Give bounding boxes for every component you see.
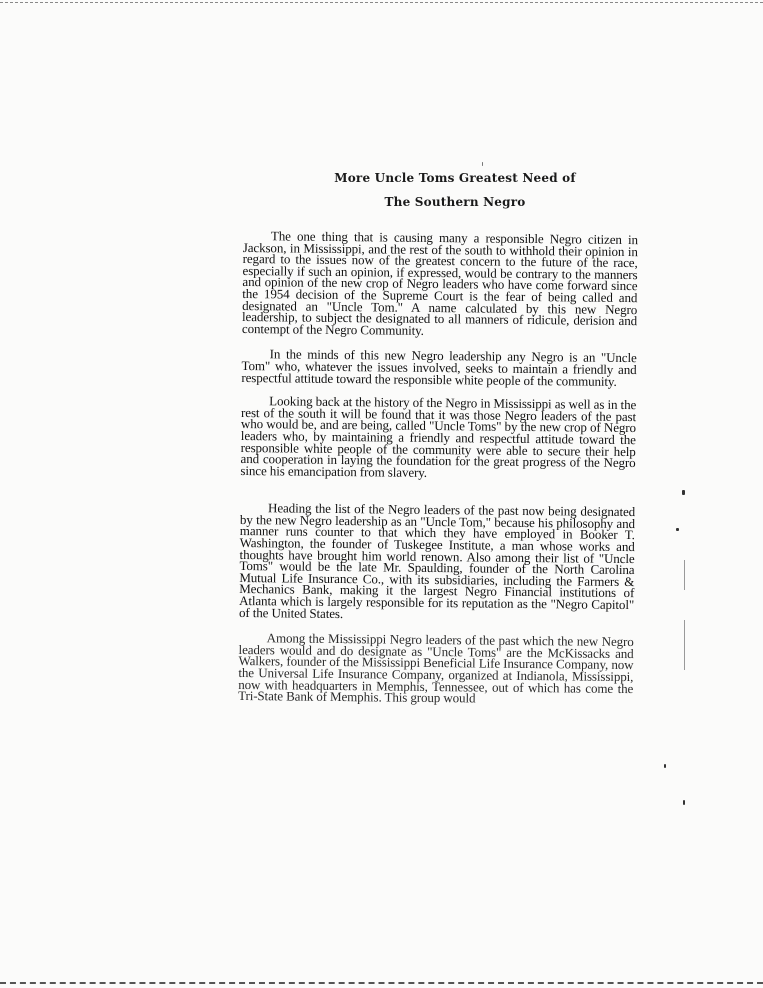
scan-speck <box>683 800 685 805</box>
scan-speck <box>664 764 666 768</box>
scan-margin-mark <box>684 620 685 670</box>
scan-speck <box>682 490 685 495</box>
paragraph-3: Looking back at the history of the Negro in Mississippi as well as in the rest of the south it will be found that it was those Negro leaders of the past who would be, and are being, called "Uncle Toms" by the new crop of Negro leaders who, by maintaining a friendly and respectful attitude toward the responsible white people of the community were able to secure their help and cooperation in laying the foundation for the great progress of the Negro since his emancipation from slavery. <box>240 393 637 480</box>
paragraph-2: In the minds of this new Negro leadership any Negro is an "Uncle Tom" who, whatever the issues involved, seeks to maintain a friendly and respectful attitude toward the responsible white people of the community. <box>241 346 637 389</box>
page-top-edge <box>0 2 763 3</box>
article-heading <box>300 166 610 214</box>
paragraph-4: Heading the list of the Negro leaders of the past now being designated by the new Negro leadership as an "Uncle Tom," because his philosophy and manner runs counter to that which they have employed in Booker T. Washington, the founder of Tuskegee Institute, a man whose works and thoughts have brought him world renown. Also among their list of "Uncle Toms" would be the late Mr. Spaulding, founder of the North Carolina Mutual Life Insurance Co., with its subsidiaries, including the Farmers & Mechanics Bank, making it the largest Negro Financial institutions of Atlanta which is largely responsible for its reputation as the "Negro Capitol" of the United States. <box>238 500 636 621</box>
page-bottom-edge <box>0 982 763 984</box>
scan-margin-mark <box>684 560 685 590</box>
paragraph-1: The one thing that is causing many a responsible Negro citizen in Jackson, in Mississippi, and the rest of the south to withhold their opinion in regard to the issues now of the greatest concern to the future of the race, especially if such an opinion, if expressed, would be contrary to the manners and opinion of the new crop of Negro leaders who have come forward since the 1954 decision of the Supreme Court is the fear of being called and designated an "Uncle Tom." A name calculated by this new Negro leadership, to subject the designated to all manners of ridicule, derision and contempt of the Negro Community. <box>241 228 638 338</box>
scan-speck <box>676 528 679 531</box>
article-body <box>238 230 638 716</box>
article-title: More Uncle Toms Greatest Need of <box>334 171 576 185</box>
article-subtitle: The Southern Negro <box>384 195 526 209</box>
scan-speck <box>482 162 483 166</box>
paragraph-5: Among the Mississippi Negro leaders of the past which the new Negro leaders would and do designate as "Uncle Toms" are the McKissacks and Walkers, founder of the Mississippi Beneficial Life Insurance Company, now the Universal Life Insurance Company, organized at Indianola, Mississippi, now with headquarters in Memphis, Tennessee, out of which has come the Tri-State Bank of Memphis. This group would <box>238 630 634 706</box>
